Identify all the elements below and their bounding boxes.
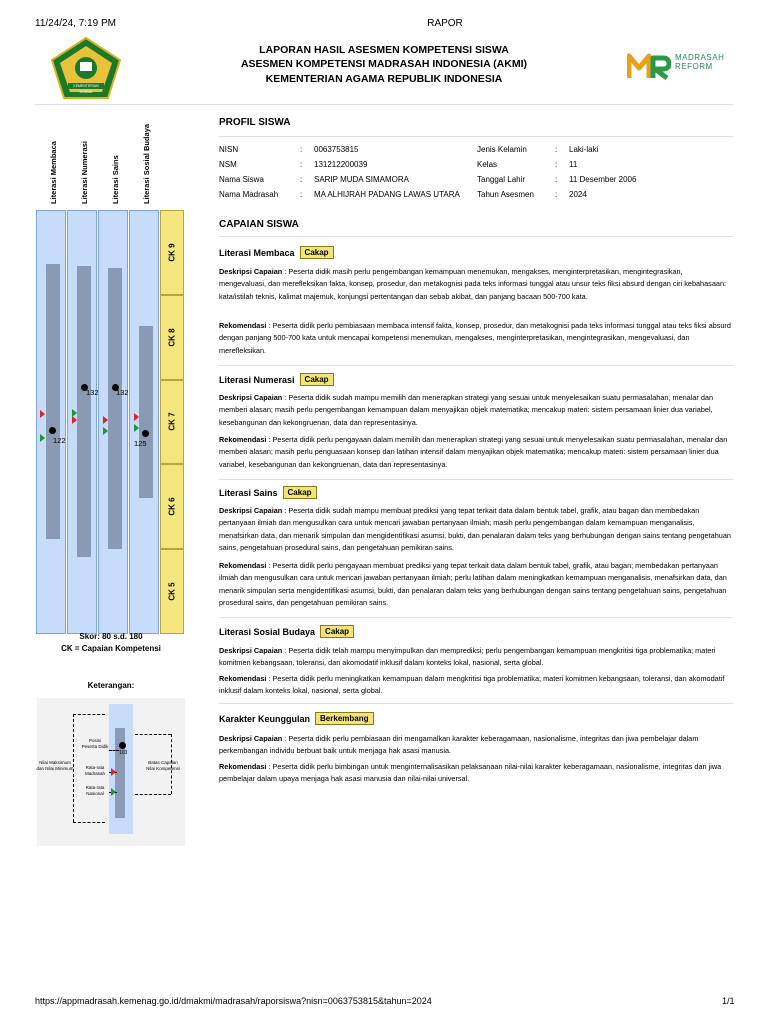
ck-note: CK = Capaian Kompetensi — [61, 644, 161, 653]
profile-colon: : — [300, 160, 303, 169]
ck-band — [160, 380, 184, 465]
competency-badge: Cakap — [283, 486, 317, 499]
avg-national-marker — [134, 424, 139, 432]
competency-chart — [36, 112, 186, 632]
ck-band-label: CK 9 — [167, 243, 177, 262]
kemenag-logo: KEMENTERIAN AGAMA — [50, 36, 122, 100]
section-recommendation: Rekomendasi : Peserta didik perlu pembiasaan membaca intensif fakta, konsep, prosedur, dan metakognisi pada teks informasi tunggal atau teks fiksi absurd dengan panjang 500-700 kata untuk mencapai kompetensi menemukan, mengakses, menginterpretasikan, mengintegrasikan, mengevaluasi, dan merefleksikan. — [219, 321, 731, 355]
avg-national-marker — [103, 427, 108, 435]
report-title-line2: ASESMEN KOMPETENSI MADRASAH INDONESIA (AKMI) — [240, 58, 528, 70]
profile-title: PROFIL SISWA — [219, 117, 291, 128]
rec-label: Rekomendasi — [219, 762, 267, 771]
desc-label: Deskripsi Capaian — [219, 646, 283, 655]
profile-value: SARIP MUDA SIMAMORA — [314, 175, 409, 184]
score-label: 125 — [134, 439, 147, 449]
legend-position: Posisi — [88, 738, 101, 743]
section-name: Literasi Sosial Budaya — [219, 627, 316, 637]
ck-band-label: CK 7 — [167, 412, 177, 432]
section-title — [219, 373, 334, 386]
avg-madrasah-marker — [134, 413, 139, 421]
section-title — [219, 486, 317, 499]
ck-band — [160, 464, 184, 549]
ck-band-label: CK 8 — [167, 328, 177, 347]
rec-text: Peserta didik perlu pengayaan dalam memilih dan menerapkan strategi yang sesuai untuk menyelesaikan suatu permasalahan, menalar dan memberi alasan; masih perlu penguasaan konsep dan latihan intensif dalam menyajikan objek matematika; mencakup materi: sistem persamaan linier dua variabel, kesebangunan dan kekongruenan, data dan representasinya. — [219, 435, 728, 469]
score-label: 132 — [86, 387, 99, 397]
profile-label: Tahun Asesmen — [477, 190, 534, 199]
profile-colon: : — [555, 160, 558, 169]
desc-text: Peserta didik sudah mampu memilih dan menerapkan strategi yang sesuai untuk menyelesaikan suatu permasalahan, menalar dan memberi alasan; masih perlu pengembangan kemampuan dalam menyajikan objek matematika; mencakup materi: sistem persamaan linier dua variabel, kesebangunan dan kekongruenan, data dan representasinya. — [219, 393, 714, 427]
section-recommendation: Rekomendasi : Peserta didik perlu meningkatkan kemampuan dalam mengkritisi tiga problematika; materi komitmen kebangsaan, toleransi, dan akomodatif inklusif dalam konteks lokal, nasional, serta global. — [219, 674, 725, 696]
section-recommendation: Rekomendasi : Peserta didik perlu pengayaan membuat prediksi yang tepat terkait data dalam bentuk tabel, grafik, atau bagan; membedakan pertanyaan ilmiah dan mengusulkan cara untuk mencari jawaban pertanyaan ilmiah; perlu latihan dalam meningkatkan kemampuan menganalisis, menafsirkan data, dan menarik simpulan serta mengidentifikasi asumsi, bukti, dan penalaran dalam teks yang berhubungan dengan sains tentang pengetahuan sains, pengetahuan prosedural sains, dan pengetahuan pemikiran sains. — [219, 561, 727, 607]
desc-label: Deskripsi Capaian — [219, 506, 283, 515]
desc-label: Deskripsi Capaian — [219, 267, 283, 276]
desc-label: Deskripsi Capaian — [219, 734, 283, 743]
avg-madrasah-marker — [72, 416, 77, 424]
capaian-title: CAPAIAN SISWA — [219, 219, 299, 230]
profile-value: 0063753815 — [314, 145, 359, 154]
section-name: Literasi Numerasi — [219, 375, 295, 385]
section-name: Literasi Sains — [219, 488, 278, 498]
col-label-sains: Literasi Sains — [111, 155, 120, 204]
section-recommendation: Rekomendasi : Peserta didik perlu pengayaan dalam memilih dan menerapkan strategi yang sesuai untuk menyelesaikan suatu permasalahan, menalar dan memberi alasan; masih perlu penguasaan konsep dan latihan intensif dalam menyajikan objek matematika; mencakup materi: sistem persamaan linier dua variabel, kesebangunan dan kekongruenan, data dan representasinya. — [219, 435, 728, 469]
rec-text: Peserta didik perlu pengayaan membuat prediksi yang tepat terkait data dalam bentuk tabel, grafik, atau bagan; membedakan pertanyaan ilmiah dan mengusulkan cara untuk mencari jawaban pertanyaan ilmiah; perlu latihan dalam meningkatkan kemampuan menganalisis, menafsirkan data, dan menarik simpulan serta mengidentifikasi asumsi, bukti, dan penalaran dalam teks yang berhubungan dengan sains tentang pengetahuan sains, pengetahuan prosedural sains, dan pengetahuan pemikiran sains. — [219, 561, 727, 607]
profile-colon: : — [300, 190, 303, 199]
legend-avg-national: Rata-rata — [85, 785, 105, 790]
profile-value: MA ALHIJRAH PADANG LAWAS UTARA — [314, 190, 460, 199]
profile-label: Nama Madrasah — [219, 190, 279, 199]
col-label-membaca: Literasi Membaca — [49, 141, 58, 204]
section-recommendation: Rekomendasi : Peserta didik perlu bimbingan untuk menginternalisasikan pelaksanaan nilai-nilai karakter keberagamaan, nasionalisme, integritas dan jiwa pembelajar dalam upaya menjaga hak asasi manusia dan nilai-nilai universal. — [219, 762, 722, 784]
section-description: Deskripsi Capaian : Peserta didik perlu pembiasaan diri mengamalkan karakter keberagamaan, nasionalisme, integritas dan jiwa pembelajar dalam perkembangan individu berbuat baik untuk menjaga hak asasi manusia. — [219, 734, 699, 756]
ck-band — [160, 549, 184, 634]
profile-label: Jenis Kelamin — [477, 145, 527, 154]
rec-label: Rekomendasi — [219, 674, 267, 683]
competency-badge: Cakap — [300, 246, 334, 259]
range-bar-numerasi — [77, 266, 91, 557]
competency-badge: Cakap — [320, 625, 354, 638]
legend-minmax: Nilai Maksimum — [39, 760, 71, 765]
score-dot — [49, 427, 56, 434]
ck-band — [160, 210, 184, 295]
legend-avg-madrasah: Rata-rata — [85, 765, 105, 770]
section-description: Deskripsi Capaian : Peserta didik sudah mampu memilih dan menerapkan strategi yang sesuai untuk menyelesaikan suatu permasalahan, menalar dan memberi alasan; masih perlu pengembangan kemampuan dalam menyajikan objek matematika; mencakup materi: sistem persamaan linier dua variabel, kesebangunan dan kekongruenan, data dan representasinya. — [219, 393, 714, 427]
legend-title: Keterangan: — [87, 681, 135, 690]
desc-text: Peserta didik masih perlu pengembangan kemampuan menemukan, mengakses, menginterpretasikan, mengintegrasikan, mengevaluasi, dan merefleksikan fakta, konsep, prosedur, dan metakognisi pada teks informasi tunggal atau unsur teks fiksi absurd dengan ciri kebahasaan: kata/istilah teknis, kalimat majemuk, konjungsi pertentangan dan sebab akibat, dan panjang bacaan 500-700 kata. — [219, 267, 727, 301]
score-label: 122 — [53, 435, 66, 445]
legend-ck-boundary: Batas Capaian — [148, 760, 178, 765]
range-bar-sains — [108, 268, 122, 549]
section-description: Deskripsi Capaian : Peserta didik telah mampu menyimpulkan dan memprediksi; perlu pengembangan kemampuan mengkritisi tiga problematika; materi komitmen kebangsaan, toleransi, dan akomodatif inklusif dalam konteks lokal, nasional, serta global. — [219, 646, 716, 668]
profile-value: 11 Desember 2006 — [569, 175, 637, 184]
ck-band-column — [160, 210, 184, 634]
avg-national-marker — [40, 434, 45, 442]
competency-badge: Cakap — [300, 373, 334, 386]
profile-colon: : — [300, 145, 303, 154]
rec-text: Peserta didik perlu meningkatkan kemampuan dalam mengkritisi tiga problematika; materi komitmen kebangsaan, toleransi, dan akomodatif inklusif dalam konteks lokal, nasional, serta global. — [219, 674, 725, 696]
desc-text: Peserta didik sudah mampu membuat prediksi yang tepat terkait data dalam bentuk tabel, grafik, atau bagan dan membedakan pertanyaan ilmiah dan mengusulkan cara untuk mencari jawaban pertanyaan ilmiah; masih perlu pengembangan dalam kemampuan menganalisis, menafsirkan data, dan menarik simpulan dan mengidentifikasi asumsi, bukti, dan penalaran dalam teks yang berhubungan dengan sains tentang pengetahuan sains, pengetahuan prosedural sains, dan pengetahuan pemikiran sains. — [219, 506, 731, 552]
rec-text: Peserta didik perlu bimbingan untuk menginternalisasikan pelaksanaan nilai-nilai karakter keberagamaan, nasionalisme, integritas dan jiwa pembelajar dalam upaya menjaga hak asasi manusia dan nilai-nilai universal. — [219, 762, 722, 784]
desc-text: Peserta didik telah mampu menyimpulkan dan memprediksi; perlu pengembangan kemampuan mengkritisi tiga problematika; materi komitmen kebangsaan, toleransi, dan akomodatif inklusif dalam konteks lokal, nasional, serta global. — [219, 646, 716, 668]
avg-national-marker — [72, 409, 77, 417]
desc-label: Deskripsi Capaian — [219, 393, 283, 402]
score-range-note: Skor: 80 s.d. 180 — [79, 632, 143, 641]
section-name: Karakter Keunggulan — [219, 714, 311, 724]
profile-colon: : — [555, 145, 558, 154]
profile-colon: : — [555, 175, 558, 184]
report-title-line1: LAPORAN HASIL ASESMEN KOMPETENSI SISWA — [259, 44, 509, 56]
section-title — [219, 712, 374, 725]
col-label-sosial-budaya: Literasi Sosial Budaya — [142, 123, 151, 204]
ck-band — [160, 295, 184, 380]
profile-label: Tanggal Lahir — [477, 175, 526, 184]
print-page-number: 1/1 — [722, 996, 735, 1006]
profile-colon: : — [555, 190, 558, 199]
section-name: Literasi Membaca — [219, 248, 295, 258]
profile-value: 11 — [569, 160, 578, 169]
section-title — [219, 625, 354, 638]
col-label-numerasi: Literasi Numerasi — [80, 141, 89, 204]
avg-madrasah-marker — [103, 416, 108, 424]
ck-band-label: CK 5 — [167, 582, 177, 601]
report-title-line3: KEMENTERIAN AGAMA REPUBLIK INDONESIA — [265, 73, 503, 85]
avg-madrasah-marker — [40, 410, 45, 418]
print-page-title: RAPOR — [427, 18, 463, 29]
profile-value: Laki-laki — [569, 145, 599, 154]
section-description: Deskripsi Capaian : Peserta didik masih perlu pengembangan kemampuan menemukan, mengakses, menginterpretasikan, mengintegrasikan, mengevaluasi, dan merefleksikan fakta, konsep, prosedur, dan metakognisi pada teks informasi tunggal atau unsur teks fiksi absurd dengan ciri kebahasaan: kata/istilah teknis, kalimat majemuk, konjungsi pertentangan dan sebab akibat, dan panjang bacaan 500-700 kata. — [219, 267, 727, 301]
print-datetime: 11/24/24, 7:19 PM — [35, 18, 116, 29]
rec-label: Rekomendasi — [219, 321, 267, 330]
legend-box: 103 Nilai Maksimum dan Nilai Minimum Posisi Peserta Didik Rata-rata Madrasah Rata-rata Nasional Batas Capaian Nilai Kompetensi — [37, 698, 185, 846]
score-label: 132 — [116, 387, 129, 397]
ck-band-label: CK 6 — [167, 497, 177, 516]
desc-text: Peserta didik perlu pembiasaan diri mengamalkan karakter keberagamaan, nasionalisme, integritas dan jiwa pembelajar dalam perkembangan individu berbuat baik untuk menjaga hak asasi manusia. — [219, 734, 699, 756]
rec-label: Rekomendasi — [219, 435, 267, 444]
profile-label: Nama Siswa — [219, 175, 264, 184]
profile-value: 2024 — [569, 190, 587, 199]
section-description: Deskripsi Capaian : Peserta didik sudah mampu membuat prediksi yang tepat terkait data dalam bentuk tabel, grafik, atau bagan dan membedakan pertanyaan ilmiah dan mengusulkan cara untuk mencari jawaban pertanyaan ilmiah; masih perlu pengembangan dalam kemampuan menganalisis, menafsirkan data, dan menarik simpulan dan mengidentifikasi asumsi, bukti, dan penalaran dalam teks yang berhubungan dengan sains tentang pengetahuan sains, pengetahuan prosedural sains, dan pengetahuan pemikiran sains. — [219, 506, 731, 552]
profile-label: Kelas — [477, 160, 498, 169]
print-url[interactable]: https://appmadrasah.kemenag.go.id/dmakmi/madrasah/raporsiswa?nisn=0063753815&tahun=2024 — [35, 996, 432, 1006]
range-bar-membaca — [46, 264, 60, 539]
profile-label: NISN — [219, 145, 239, 154]
profile-label: NSM — [219, 160, 237, 169]
competency-badge: Berkembang — [315, 712, 373, 725]
rec-label: Rekomendasi — [219, 561, 267, 570]
profile-colon: : — [300, 175, 303, 184]
madrasah-reform-logo: MADRASAH REFORM — [627, 52, 737, 82]
rec-text: Peserta didik perlu pembiasaan membaca intensif fakta, konsep, prosedur, dan metakognisi pada teks informasi tunggal atau teks fiksi absurd dengan panjang 500-700 kata untuk mencapai kompetensi menemukan, mengakses, menginterpretasikan, mengintegrasikan, mengevaluasi, dan merefleksikan. — [219, 321, 731, 355]
profile-value: 131212200039 — [314, 160, 368, 169]
section-title — [219, 246, 334, 259]
range-bar-sosial-budaya — [139, 326, 153, 498]
